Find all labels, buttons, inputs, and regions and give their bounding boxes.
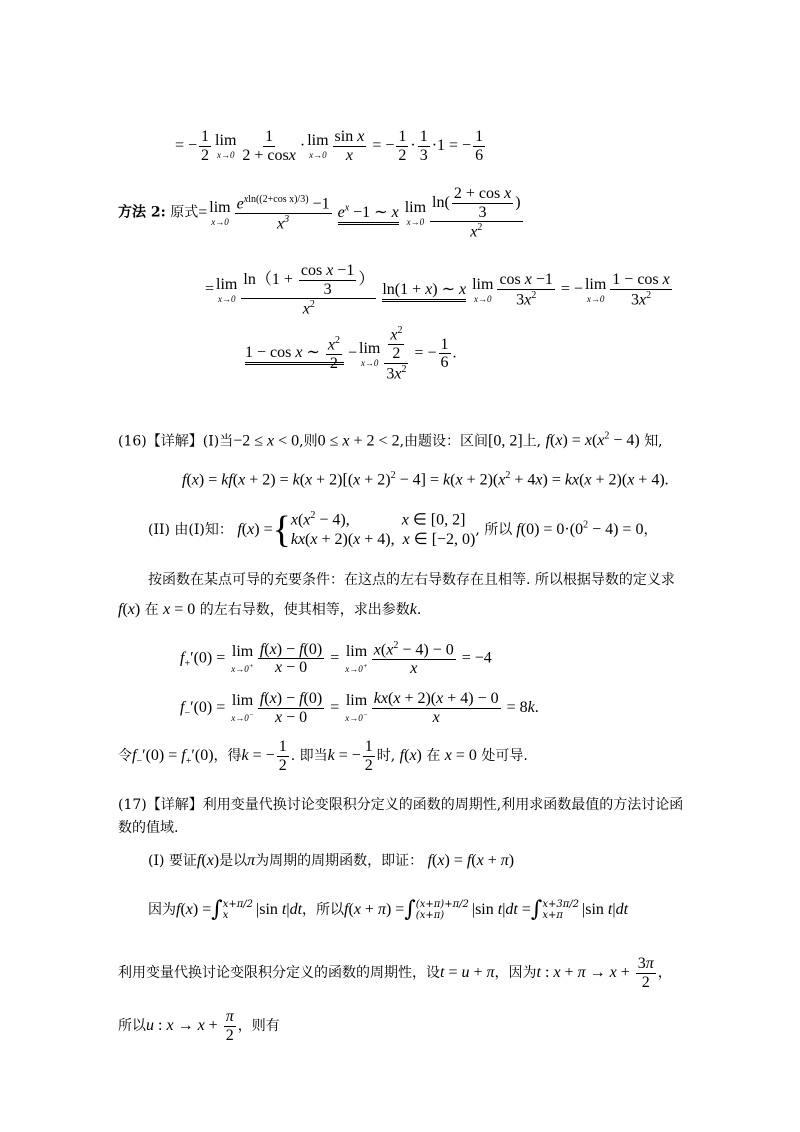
p16-label: (16)【详解】	[118, 433, 203, 450]
p17-because: 因为	[148, 901, 176, 918]
p16-final-a: 令	[118, 747, 132, 764]
p17-label: (17)【详解】	[118, 797, 203, 813]
p16-intro-d: 上,	[522, 433, 542, 450]
p17-part1-line: (I) 要证f(x)是以π为周期的周期函数，即证： f(x) = f(x + π)	[148, 852, 515, 869]
p16-cond-line2: f(x) 在 x = 0 的左右导数，使其相等，求出参数k.	[118, 601, 422, 618]
p17-sub-a: 利用变量代换讨论变限积分定义的函数的周期性，设	[118, 964, 440, 981]
p16-part2-line: (II) 由(I)知： f(x) ={ $x(x^2 - 4)$, x ∈ [0, 2] kx(x + 2)(x + 4), x ∈ [−2, 0) , 所以 $f(0) = 0\cdot(0^2 - 4) = 0$，	[148, 509, 658, 552]
p16-intro-line: (16)【详解】(I)当−2 ≤ x < 0,则0 ≤ x + 2 < 2,由题设：区间[0, 2]上, $f(x) = x(x^2 - 4)$ 知,	[118, 431, 663, 450]
p17-last-line: 所以u : x → x + $\frac{\pi}{2}$ ，则有	[118, 1008, 280, 1044]
p17-sub-b: ，因为	[494, 964, 537, 981]
p17-line-1	[118, 797, 683, 815]
p16-formula-f: $f(x) = kf(x + 2) = k(x + 2)[(x + 2)^2 - 4] = k(x + 2)(x^2 + 4x) = kx(x + 2)(x + 4)$.	[182, 470, 669, 489]
p16-final-line: 令$f_-'(0) = f_+'(0)$，得k = − $\frac{1}{2}$ . 即当k = − $\frac{1}{2}$ 时, f(x) 在 x = 0 处可导.	[118, 738, 528, 774]
p16-intro-b: ,则	[299, 433, 318, 450]
p16-final-e: 在	[426, 747, 441, 764]
p16-cond-line: 按函数在某点可导的充要条件：在这点的左右导数存在且相等. 所以根据导数的定义求	[148, 572, 675, 588]
formula-line-4: 1 − cos x ∼ $\frac{x^2}{2}$ − lim x→0 $\frac{\frac{x^2}{2}}{3x^2}$ = − $\frac{1}{6}$ .	[245, 325, 457, 382]
formula-line-3: = lim x→0 ln（1 + $\frac{\text{cos x −1}}{3}$ ） $x^2$ ln(1 + x) ∼ x lim x→0 $\frac{\text{cos x −1}}{3x^2}$ = − lim x→0 $\frac{\text{1 − cos x}}{3x^2}$	[205, 262, 670, 318]
p17-last-a: 所以	[118, 1017, 146, 1034]
original-label: 原式	[170, 204, 199, 221]
p16-final-c: . 即当	[290, 747, 328, 764]
p17-integral-line: 因为f(x) =∫ x+π/2 x |sin t|dt，所以f(x + π) =∫ (x+π)+π/2 (x+π) |sin t|dt =∫ x+3π/2 x+π |sin t|dt	[148, 897, 629, 922]
p16-cond-a: 在	[144, 602, 159, 618]
p16-left-derivative: $f_-'(0)$ = lim x→0− $\frac{f(x) - f(0)}{x - 0}$ = lim x→0− $\frac{kx(x + 2)(x + 4) - 0}{x}$ = 8k.	[180, 690, 539, 726]
p17-i-b: 是以	[219, 853, 248, 869]
p16-intro-e: 知,	[644, 433, 663, 450]
p16-intro-a: (I)当	[202, 433, 234, 450]
p16-part2-so: 所以	[484, 522, 513, 539]
p17-line-2: 数的值域.	[118, 820, 179, 836]
p16-final-f: 处可导.	[481, 747, 528, 764]
p17-i-c: 为周期的周期函数，即证：	[255, 853, 424, 869]
p17-so: ，所以	[302, 901, 345, 918]
p16-part2-label: (II) 由(I)知：	[148, 522, 233, 539]
method2-label: 方法 2:	[118, 204, 166, 221]
p17-line1: 利用变量代换讨论变限积分定义的函数的周期性,利用求函数最值的方法讨论函	[202, 797, 684, 813]
p16-final-d: 时,	[376, 747, 396, 764]
method2-line: 方法 2: 原式= lim x→0 $\frac{e^{xln((2+cos x)/3)} -1}{x^3}$ $e^x -1$ ∼ x lim x→0 ln( $\frac{\text{2 + cos x}}{3}$ ) $x^2$	[118, 185, 521, 241]
p16-final-b: ，得	[213, 747, 242, 764]
p16-intro-c: ,由题设：区间	[399, 433, 489, 450]
p17-i-a: (I) 要证	[148, 853, 197, 869]
formula-line-1: = − $\frac{1}{2}$ lim x→0 $\frac{1}{2 + \cos x}$ · lim x→0 $\frac{\text{sin x}}{x}$ = − $\frac{1}{2}$ · $\frac{1}{3}$ ·1 = − $\frac{1}{6}$	[175, 128, 484, 164]
p17-sub-line: 利用变量代换讨论变限积分定义的函数的周期性，设t = u + π，因为t : x + π → x + $\frac{3\pi}{2}$ ，	[118, 955, 672, 991]
p16-cond-b: 的左右导数，使其相等，求出参数	[199, 602, 410, 618]
p17-last-b: ，则有	[237, 1017, 280, 1034]
p16-right-derivative: $f_+'(0)$ = lim x→0+ $\frac{f(x) - f(0)}{x - 0}$ = lim x→0+ $\frac{x(x^2 - 4) - 0}{x}$ = −4	[180, 640, 492, 677]
